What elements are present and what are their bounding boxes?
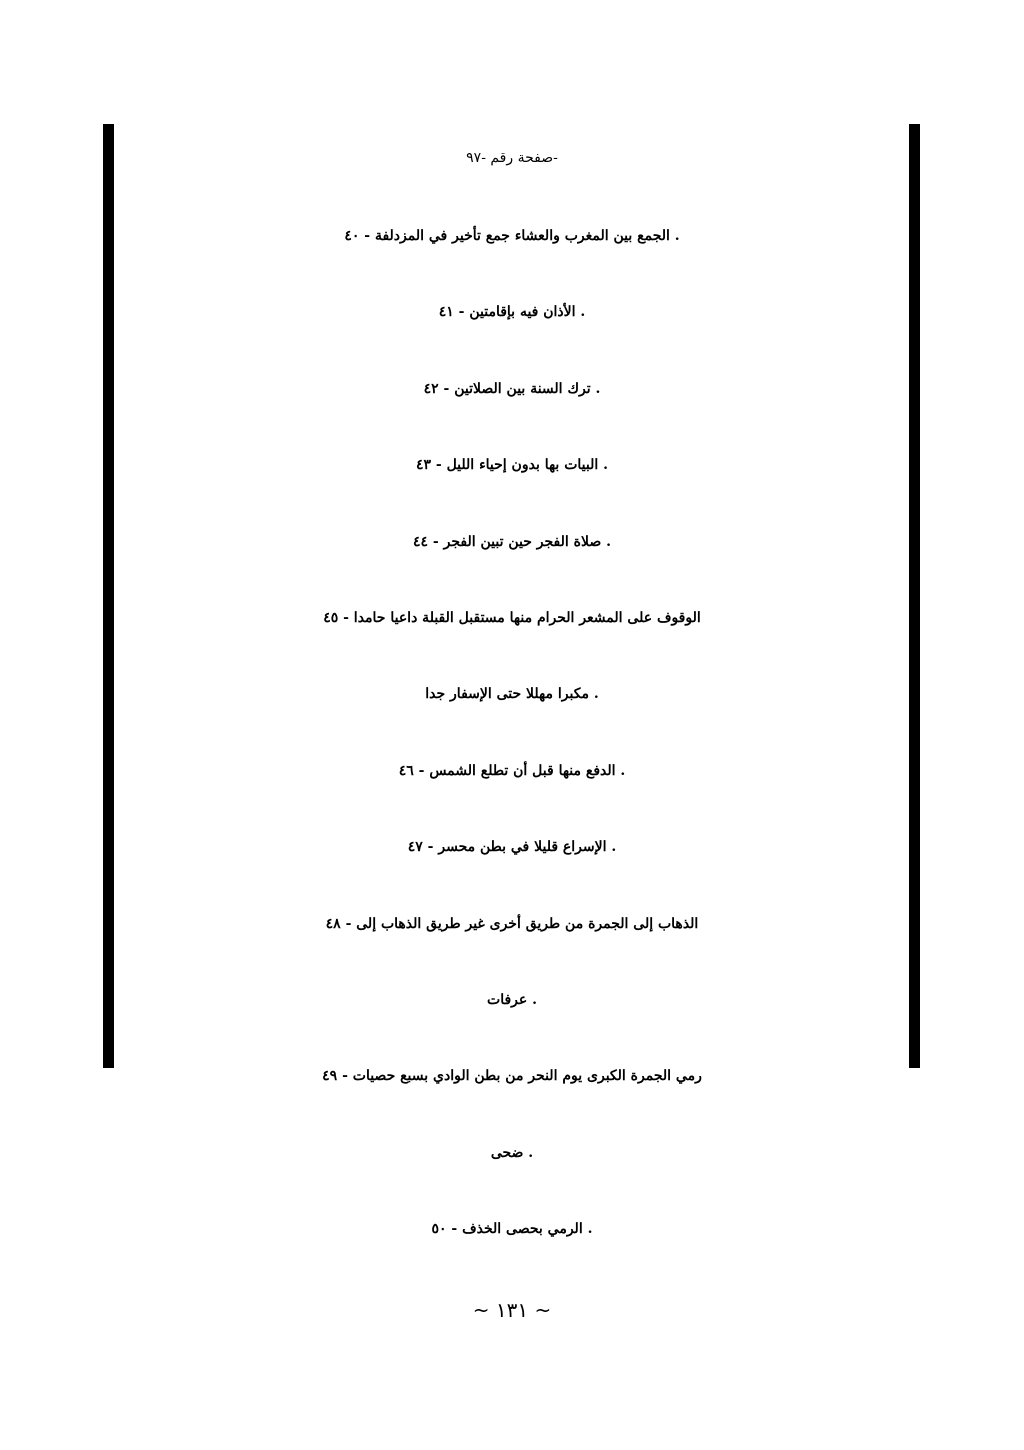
page-number: ~ ١٣١ ~ xyxy=(472,1298,552,1322)
page-border-left xyxy=(103,124,114,1068)
page-border-right xyxy=(909,124,920,1068)
entry-line: . صلاة الفجر حين تبين الفجر - ٤٤ xyxy=(413,533,611,550)
entry-line: . الدفع منها قبل أن تطلع الشمس - ٤٦ xyxy=(398,762,626,779)
entries-list xyxy=(120,198,904,1267)
entry-line: الوقوف على المشعر الحرام منها مستقبل القبلة داعيا حامدا - ٤٥ xyxy=(323,609,701,626)
page-title: -صفحة رقم -٩٧ xyxy=(466,150,558,166)
entry-line: . الجمع بين المغرب والعشاء جمع تأخير في المزدلفة - ٤٠ xyxy=(344,228,680,244)
entry-line: رمي الجمرة الكبرى يوم النحر من بطن الوادي بسبع حصيات - ٤٩ xyxy=(322,1068,702,1085)
entry-line: . ضحى xyxy=(490,1144,534,1161)
entry-line: الذهاب إلى الجمرة من طريق أخرى غير طريق الذهاب إلى - ٤٨ xyxy=(325,915,699,932)
entry-line: . الأذان فيه بإقامتين - ٤١ xyxy=(438,304,586,321)
entry-line: . البيات بها بدون إحياء الليل - ٤٣ xyxy=(415,457,609,474)
entry-line: . مكبرا مهللا حتى الإسفار جدا xyxy=(425,686,599,703)
entry-line: . عرفات xyxy=(487,991,537,1008)
page-content xyxy=(120,118,904,1267)
entry-line: . الرمي بحصى الخذف - ٥٠ xyxy=(431,1221,593,1238)
entry-line: . الإسراع قليلا في بطن محسر - ٤٧ xyxy=(407,839,617,856)
entry-line: . ترك السنة بين الصلاتين - ٤٢ xyxy=(423,380,601,397)
